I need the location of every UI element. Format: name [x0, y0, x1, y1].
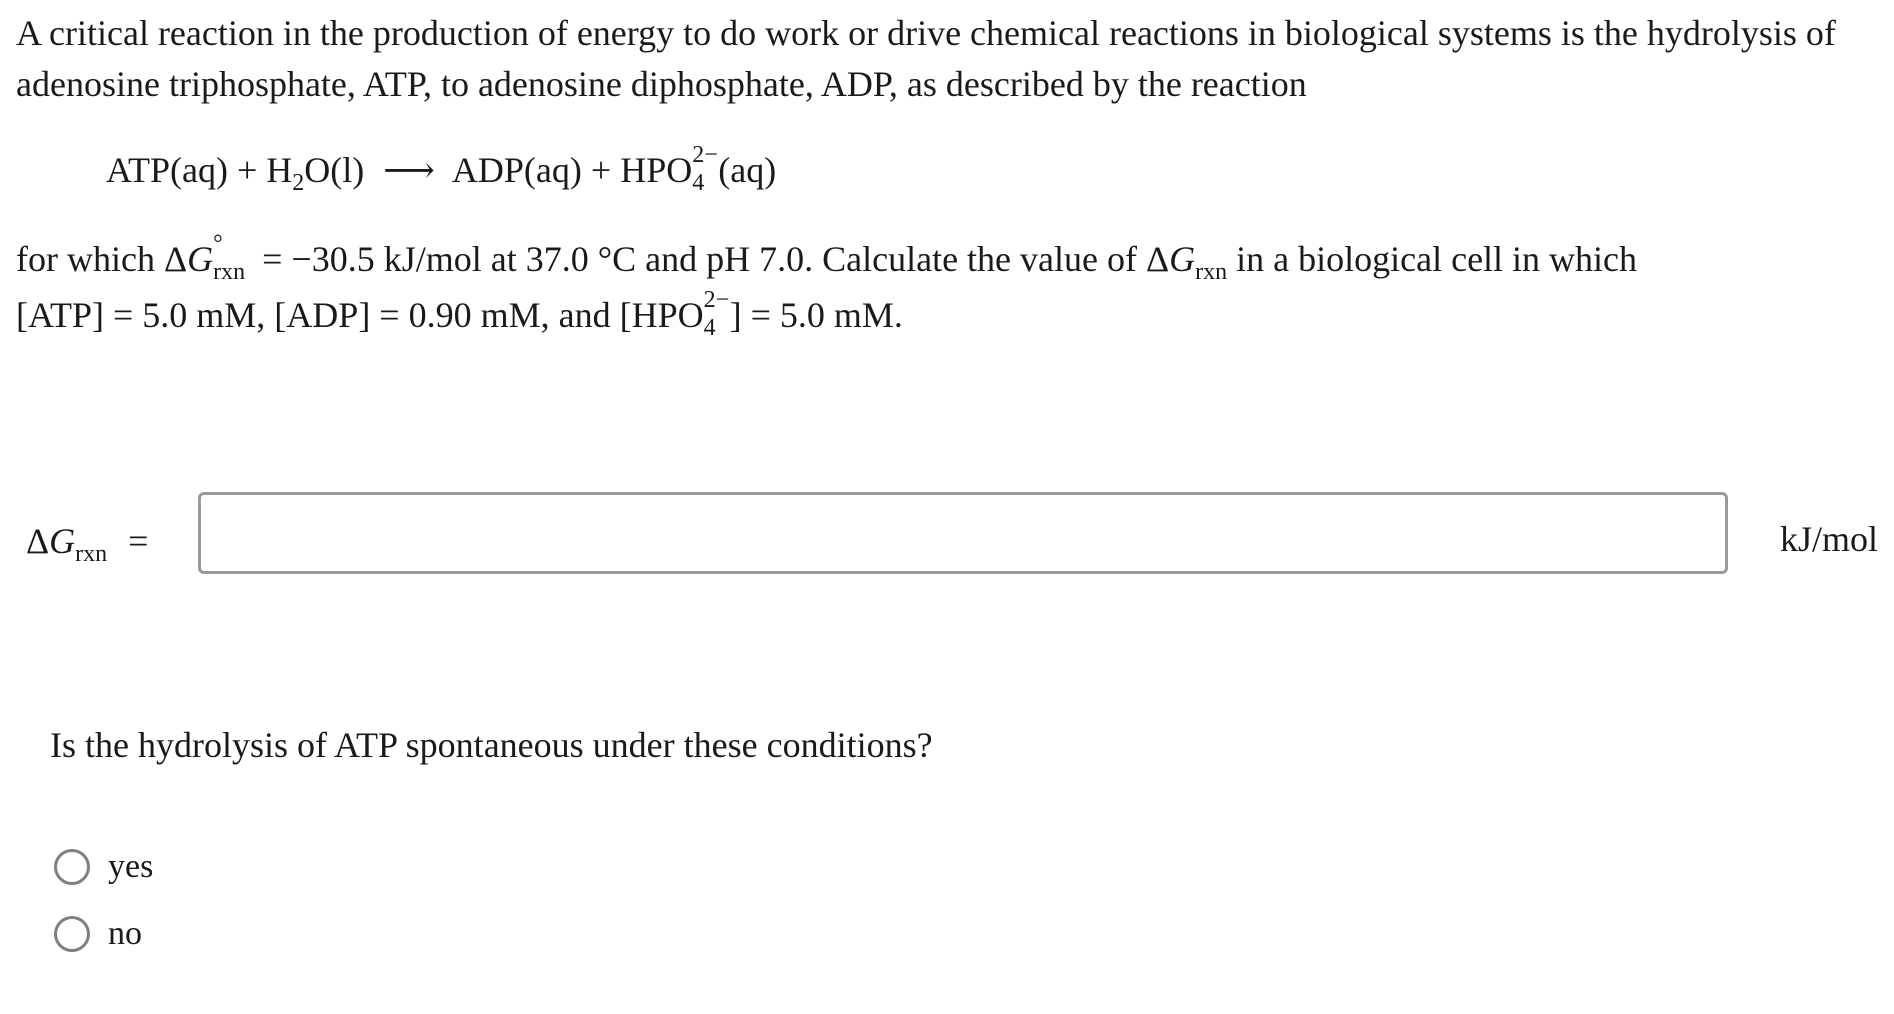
option-no[interactable] — [54, 915, 142, 953]
plus-sign: + — [236, 150, 258, 190]
spontaneity-question: Is the hydrolysis of ATP spontaneous under these conditions? — [50, 725, 933, 765]
delta-g-standard: ΔG ° rxn — [163, 231, 246, 285]
conditions-line-2: [ATP] = 5.0 mM, [ADP] = 0.90 mM, and [HPO 2− 4 ] = 5.0 mM. — [16, 287, 903, 341]
product-hydrogen-phosphate: HPO 2− 4 (aq) — [620, 142, 777, 196]
option-no-label: no — [108, 915, 142, 952]
option-yes[interactable] — [54, 848, 153, 886]
radio-no[interactable] — [54, 916, 90, 952]
reactant-water: $H_2O(l)$ — [266, 150, 365, 196]
unit-label: kJ/mol — [1780, 519, 1879, 559]
conditions-line-1: for which ΔG ° rxn = −30.5 kJ/mol at 37.0 °C and pH 7.0. Calculate the value of $\Delta G_{rxn}$ in a biological cell in which — [16, 231, 1638, 285]
delta-g-answer-input[interactable] — [198, 492, 1728, 574]
option-yes-label: yes — [108, 848, 154, 885]
reaction-equation — [106, 142, 777, 196]
plus-sign-2: + — [590, 150, 612, 190]
reactant-atp: ATP(aq) — [106, 150, 228, 190]
answer-label: $\Delta G_{rxn}$ = — [26, 521, 149, 567]
radio-yes[interactable] — [54, 849, 90, 885]
problem-intro: A critical reaction in the production of energy to do work or drive chemical reactions in biological systems is the hydrolysis of adenosine triphosphate, ATP, to adenosine diphosphate, ADP, as described by the reaction — [16, 13, 1836, 104]
reaction-arrow: ⟶ — [383, 150, 435, 191]
product-adp: ADP(aq) — [451, 150, 582, 190]
delta-g-rxn: $\Delta G_{rxn}$ — [1145, 239, 1228, 285]
